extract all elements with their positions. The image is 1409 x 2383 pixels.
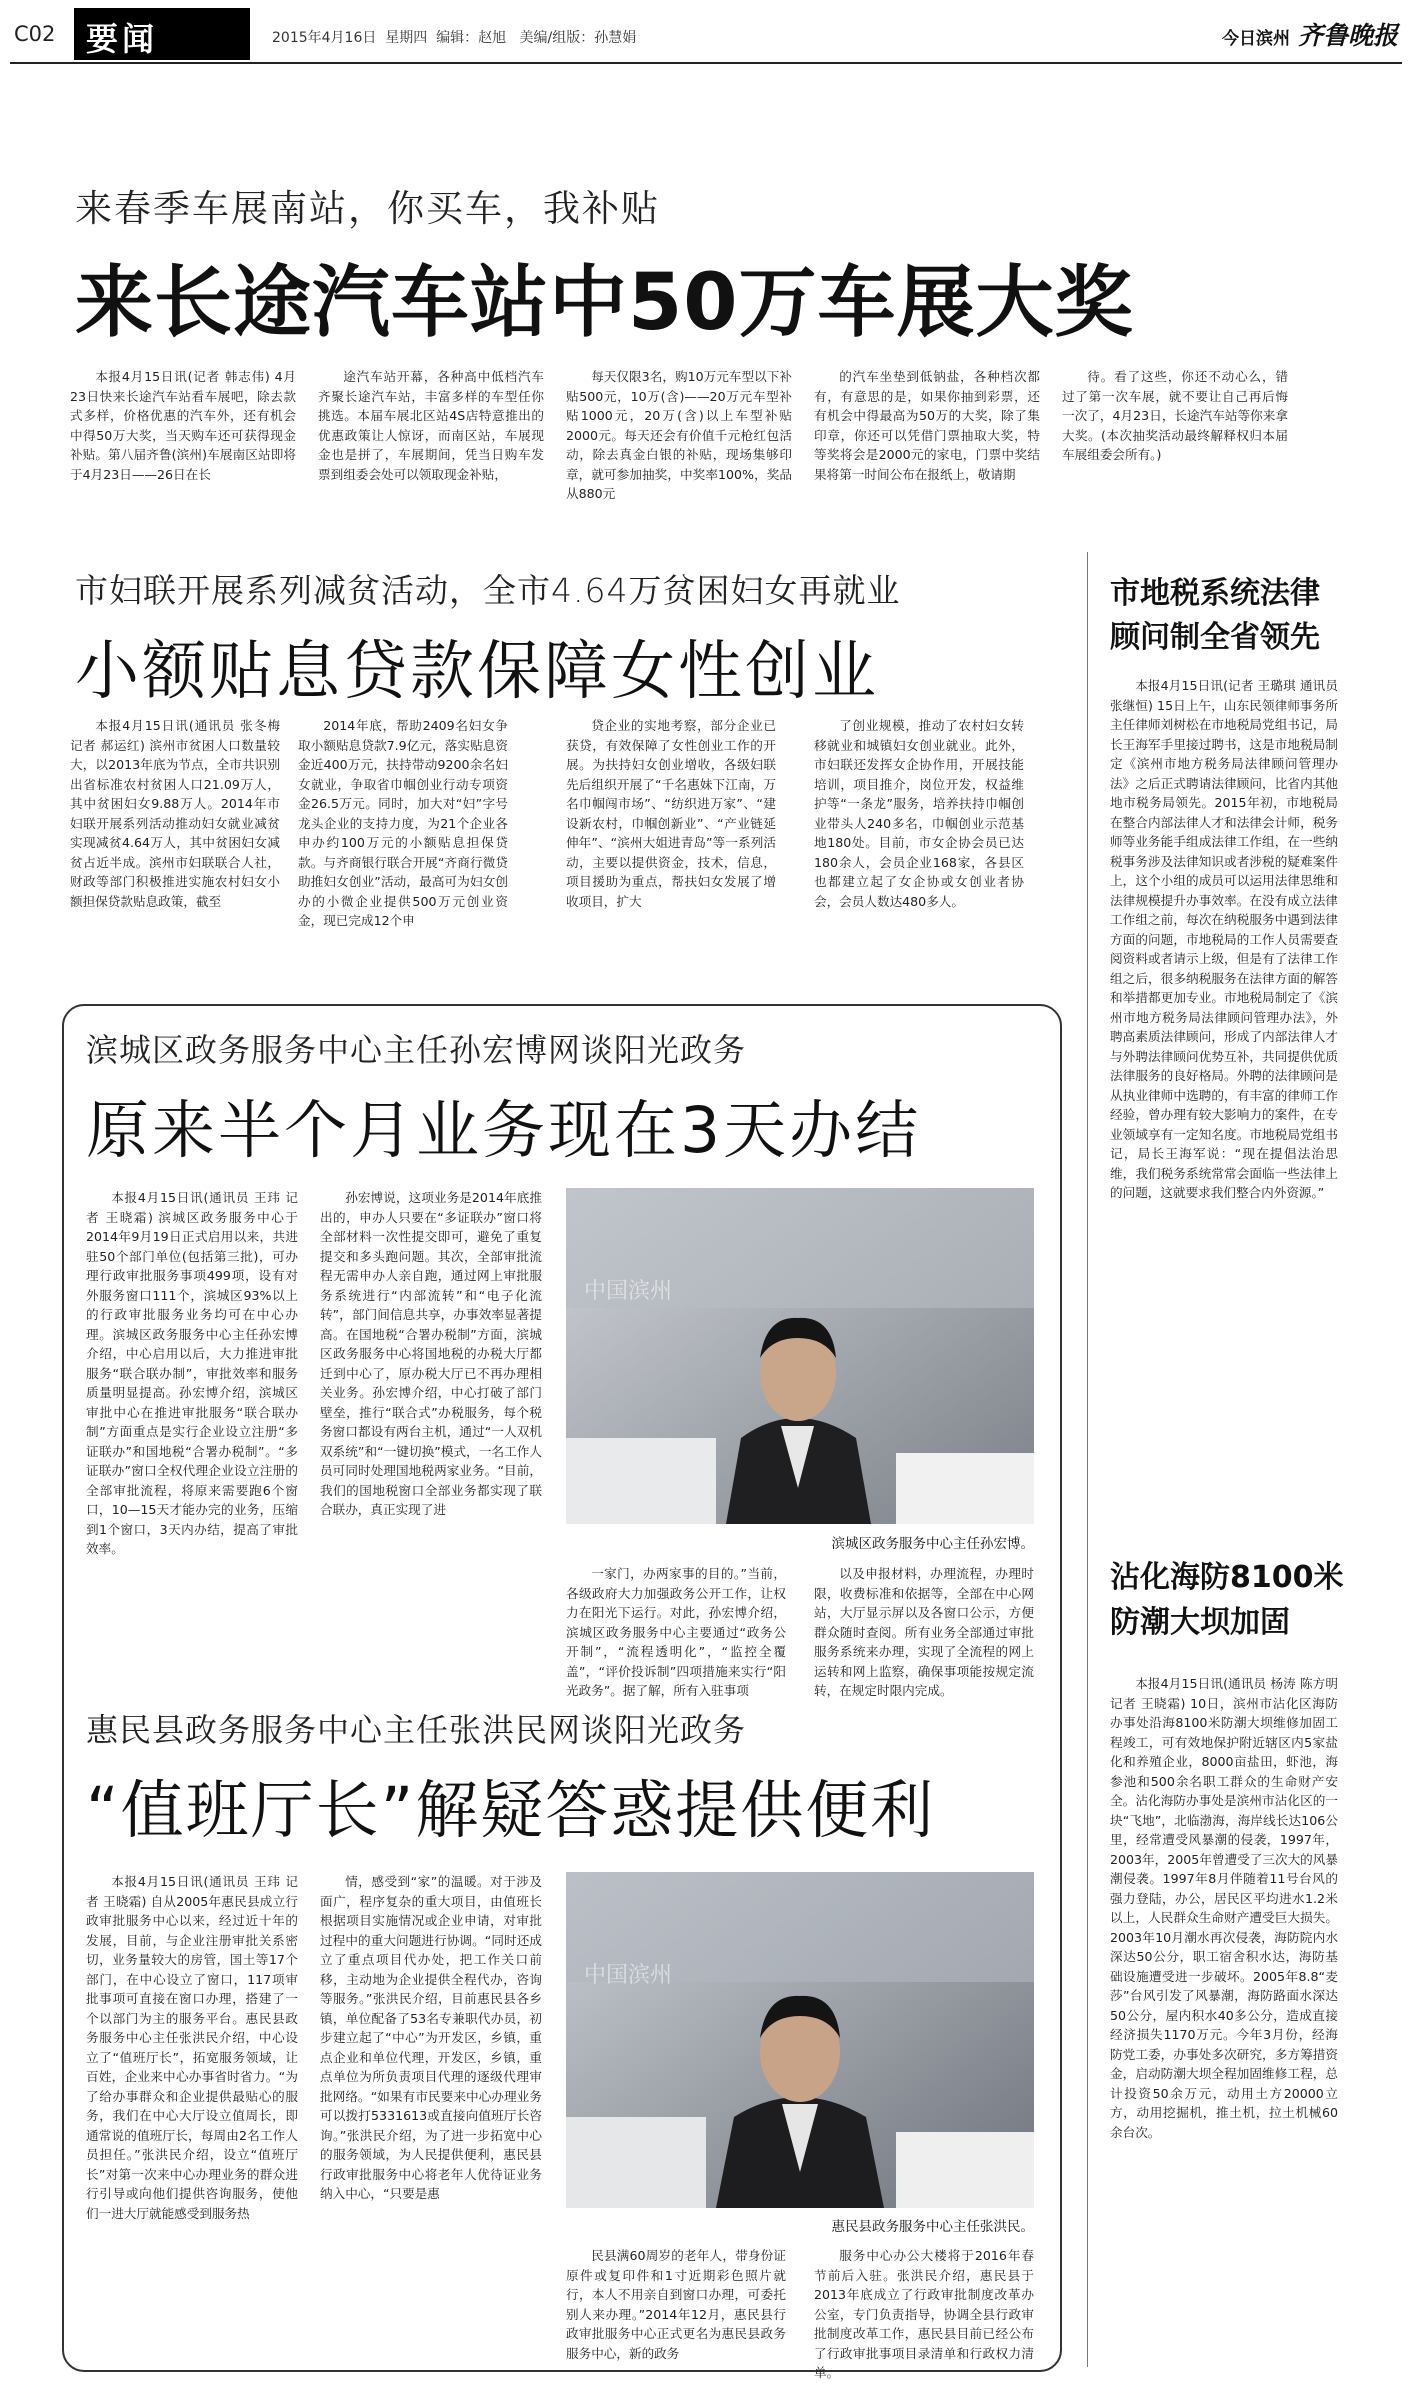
side2-title-line2: 防潮大坝加固: [1110, 1605, 1290, 1640]
side2-title-line1: 沾化海防8100米: [1110, 1560, 1344, 1595]
a4-col-2: [320, 1872, 542, 2359]
side2-body: [1110, 1674, 1338, 2369]
a2-col-1: [70, 716, 280, 988]
side2-body-text: 本报4月15日讯(通讯员 杨涛 陈方明 记者 王晓霜) 10日，滨州市沾化区海防办事处沿海8100米防潮大坝维修加固工程竣工，可有效地保护附近辖区内5家盐化和养殖企业，8000亩盐田，虾池，海参池和500余名职工群众的生命财产安全。沾化海防办事处是滨州市沾化区的一块“飞地”，北临渤海，海岸线长达106公里，经常遭受风暴潮的侵袭，1997年，2003年，2005年曾遭受了三次大的风暴潮侵袭。1997年8月伴随着11号台风的强力登陆，办公，居民区平均进水1.2米以上，人民群众生命财产遭受巨大损失。2003年10月潮水再次侵袭，海防院内水深达50公分，职工宿舍积水达，海防基础设施遭受进一步破坏。2005年8.8“麦莎”台风引发了风暴潮，海防路面水深达50公分，屋内积水40多公分，造成直接经济损失1170万元。今年3月份，经海防党工委，办事处多次研究，多方筹措资金，启动防潮大坝全程加固维修工程，总计投资50余万元，动用土方20000立方，动用挖掘机，推土机，拉土机械60余台次。: [1110, 1676, 1338, 2140]
a3-title: 原来半个月业务现在3天办结: [86, 1094, 922, 1167]
issue-weekday: 星期四: [385, 30, 428, 46]
page-number: C02: [14, 22, 56, 46]
a1-col-4-text: 的汽车坐垫到低钠盐，各种档次都有，有意思的是，如果你抽到彩票，还有机会中得最高为50万的大奖，除了集印章，你还可以凭借门票抽取大奖，特等奖将会是2000元的家电，门票中奖结果将第一时间公布在报纸上，敬请期: [814, 369, 1040, 482]
paper-name: 今日滨州: [1222, 29, 1290, 49]
a3-col-1-text: 本报4月15日讯(通讯员 王玮 记者 王晓霜) 滨城区政务服务中心于2014年9月19日正式启用以来，共进驻50个部门单位(包括第三批)，可办理行政审批服务事项499项，设有对外服务窗口111个，滨城区93%以上的行政审批服务业务均可在中心办理。滨城区政务服务中心主任孙宏博介绍，中心启用以后，大力推进审批服务“联合联办制”，审批效率和服务质量明显提高。孙宏博介绍，滨城区审批中心在推进审批服务“联合联办制”方面重点是实行企业设立注册“多证联办”和国地税“合署办税制”。“多证联办”窗口全权代理企业设立注册的全部审批流程，将原来需要跑6个窗口，10—15天才能办完的业务，压缩到1个窗口，3天内办结，提高了审批效率。: [86, 1190, 298, 1556]
a3-watermark: 中国滨州: [584, 1279, 673, 1304]
a2-col-3: [566, 716, 776, 988]
sidebar-divider: [1087, 552, 1088, 2367]
designer-credit: 美编/组版：孙慧娟: [519, 30, 637, 46]
a3-col-3-text: 一家门，办两家事的目的。”当前，各级政府大力加强政务公开工作，让权力在阳光下运行。对此，孙宏博介绍，滨城区政务服务中心主要通过“政务公开制”，“流程透明化”，“监控全覆盖”，“评价投诉制”四项措施来实行“阳光政务”。据了解，所有入驻事项: [566, 1566, 786, 1698]
a1-col-1-text: 本报4月15日讯(记者 韩志伟) 4月23日快来长途汽车站看车展吧，除去款式多样，价格优惠的汽车外，还有机会中得50万大奖，当天购车还可获得现金补贴。第八届齐鲁(滨州)车展南区站即将于4月23日——26日在长: [70, 369, 296, 482]
a3-portrait-photo: [566, 1188, 1034, 1524]
a2-title: 小额贴息贷款保障女性创业: [75, 635, 879, 709]
a1-col-2-text: 途汽车站开幕，各种高中低档汽车齐聚长途汽车站，丰富多样的车型任你挑选。本届车展北区站4S店特意推出的优惠政策让人惊讶，而南区站，车展现金也是拼了，车展期间，凭当日购车发票到组委会处可以领取现金补贴，: [318, 369, 544, 482]
a4-watermark: 中国滨州: [584, 1963, 673, 1988]
a2-col-3-text: 贷企业的实地考察，部分企业已获贷，有效保障了女性创业工作的开展。为扶持妇女创业增收，各级妇联先后组织开展了“千名惠妹下江南，万名巾帼闯市场”、“纺织进万家”、“建设新农村，巾帼创新业”、“产业链延伸年”、“滨州大姐进青岛”等一系列活动，主要以提供资金，技术，信息，项目援助为重点，帮扶妇女发展了增收项目，扩大: [566, 718, 776, 909]
a2-col-2-text: 2014年底，帮助2409名妇女争取小额贴息贷款7.9亿元，落实贴息资金近400万元，扶持带动9200余名妇女就业，争取省巾帼创业行动专项资金26.5万元。同时，加大对“妇”字号龙头企业的支持力度，为21个企业各申办约100万元的小额贴息担保贷款。与齐商银行联合开展“齐商行微贷助推妇女创业”活动，最高可为妇女创办的小微企业提供500万元创业资金，现已完成12个申: [298, 718, 508, 928]
a3-subtitle: 滨城区政务服务中心主任孙宏博网谈阳光政务: [86, 1031, 747, 1069]
a4-col-4-text: 服务中心办公大楼将于2016年春节前后入驻。张洪民介绍，惠民县于2013年底成立了行政审批制度改革办公室，专门负责指导，协调全县行政审批制度改革工作，惠民县目前已经公布了行政审批事项目录清单和行政权力清单。: [814, 2248, 1034, 2380]
a3-col-4-text: 以及申报材料，办理流程，办理时限，收费标准和依据等，全部在中心网站，大厅显示屏以及各窗口公示，方便群众随时查阅。所有业务全部通过审批服务系统来办理，实现了全流程的网上运转和网上监察，确保事项能按规定流转，在规定时限内完成。: [814, 1566, 1034, 1698]
a4-subtitle: 惠民县政务服务中心主任张洪民网谈阳光政务: [86, 1711, 747, 1749]
a3-photo-caption: 滨城区政务服务中心主任孙宏博。: [831, 1536, 1034, 1552]
a3-col-2: [320, 1188, 542, 1675]
side1-body: [1110, 676, 1338, 1531]
a2-col-4: [814, 716, 1024, 988]
a1-col-1: [70, 367, 296, 542]
section-title: 要闻: [86, 20, 159, 58]
a4-col-2-text: 情，感受到“家”的温暖。对于涉及面广，程序复杂的重大项目，由值班长根据项目实施情况或企业申请，对审批过程中的重大问题进行协调。“同时还成立了重点项目代办处，把工作关口前移，主动地为企业提供全程代办，咨询等服务。”张洪民介绍，目前惠民县各乡镇，单位配备了53名专兼职代办员，初步建立起了“中心”为开发区，乡镇，重点企业和单位代理，开发区，乡镇，重点单位为所负责项目代理的逐级代理审批网络。“如果有市民要来中心办理业务可以拨打5331613或直接向值班厅长咨询。”张洪民介绍，为了进一步拓宽中心的服务领域，为人民提供便利，惠民县行政审批服务中心将老年人优待证业务纳入中心，“只要是惠: [320, 1874, 542, 2201]
a4-title: “值班厅长”解疑答惑提供便利: [86, 1774, 936, 1847]
side1-title-line1: 市地税系统法律: [1110, 576, 1320, 611]
side1-title-line2: 顾问制全省领先: [1110, 620, 1320, 655]
a3-col-1: [86, 1188, 298, 1675]
a2-col-1-text: 本报4月15日讯(通讯员 张冬梅 记者 郝运红) 滨州市贫困人口数量较大，以2013年底为节点，全市共识别出省标准农村贫困人口21.09万人，其中贫困妇女9.88万人。2014年市妇联开展系列活动推动妇女就业减贫实现减贫4.64万人，其中贫困妇女减贫占近半成。滨州市妇联联合人社，财政等部门积极推进实施农村妇女小额担保贷款贴息政策，截至: [70, 718, 280, 909]
a4-col-3: [566, 2246, 786, 2360]
a4-col-3-text: 民县满60周岁的老年人，带身份证原件或复印件和1寸近期彩色照片就行，本人不用亲自到窗口办理，可委托别人来办理。”2014年12月，惠民县行政审批服务中心正式更名为惠民县政务服务中心，新的政务: [566, 2248, 786, 2361]
a3-col-4: [814, 1564, 1034, 1698]
a4-col-4: [814, 2246, 1034, 2380]
a3-photo: [566, 1188, 1034, 1524]
a1-col-2: [318, 367, 544, 542]
paper-brand-logo: 齐鲁晚报: [1298, 21, 1399, 50]
a1-col-3-text: 每天仅限3名，购10万元车型以下补贴500元，10万(含)——20万元车型补贴1000元，20万(含)以上车型补贴2000元。每天还会有价值千元枪红包活动，除去真金白银的补贴，现场集够印章，就可参加抽奖，中奖率100%，奖品从880元: [566, 369, 792, 501]
a4-col-1-text: 本报4月15日讯(通讯员 王玮 记者 王晓霜) 自从2005年惠民县成立行政审批服务中心以来，经过近十年的发展，目前，与企业注册审批关系密切，业务量较大的房管，国土等17个部门，在中心设立了窗口，117项审批事项可直接在窗口办理，搭建了一个以部门为主的服务平台。惠民县政务服务中心主任张洪民介绍，中心设立了“值班厅长”，拓宽服务领域，让百姓，企业来中心办事省时省力。“为了给办事群众和企业提供最贴心的服务，我们在中心大厅设立值周长，即通常说的值班厅长，每周由2名工作人员担任。”张洪民介绍，设立“值班厅长”对第一次来中心办理业务的群众进行引导或向他们提供咨询服务，使他们一进大厅就能感受到服务热: [86, 1874, 298, 2221]
a2-col-4-text: 了创业规模，推动了农村妇女转移就业和城镇妇女创业就业。此外，市妇联还发挥女企协作用，开展技能培训，项目推介，岗位开发，权益维护等“一条龙”服务，培养扶持巾帼创业带头人240多名，巾帼创业示范基地180处。目前，市女企协会员已达180余人，会员企业168家，各县区也都建立起了女企协或女创业者协会，会员人数达480多人。: [814, 718, 1024, 909]
a1-col-3: [566, 367, 792, 542]
a2-subtitle: 市妇联开展系列减贫活动，全市4.64万贫困妇女再就业: [75, 571, 901, 610]
a4-photo: [566, 1872, 1034, 2208]
a4-photo-caption: 惠民县政务服务中心主任张洪民。: [831, 2219, 1034, 2235]
a1-col-5-text: 待。看了这些，你还不动心么，错过了第一次车展，就不要让自己再后悔一次了，4月23日，长途汽车站等你来拿大奖。(本次抽奖活动最终解释权归本届车展组委会所有。): [1062, 369, 1288, 462]
issue-date: 2015年4月16日: [272, 30, 377, 46]
header-rule: [10, 62, 1402, 64]
a4-portrait-photo: [566, 1872, 1034, 2208]
header-meta: [272, 27, 636, 47]
a1-col-5: [1062, 367, 1288, 542]
a1-col-4: [814, 367, 1040, 542]
editor-credit: 编辑：赵旭: [436, 30, 507, 46]
a3-col-3: [566, 1564, 786, 1698]
a4-col-1: [86, 1872, 298, 2359]
side1-body-text: 本报4月15日讯(记者 王璐琪 通讯员 张继恒) 15日上午，山东民领律师事务所主任律师刘树松在市地税局党组书记，局长王海军手里接过聘书，这是市地税局制定《滨州市地方税务局法律顾问管理办法》之后正式聘请法律顾问，比省内其他地市税务局领先。2015年初，市地税局在整合内部法律人才和法律会计师，税务师等业务能手组成法律工作组，在一些纳税事务涉及法律知识或者涉税的疑难案件上，这个小组的成员可以运用法律思维和法律规模提升办事效率。在没有成立法律工作组之前，每次在纳税服务中遇到法律方面的问题，市地税局的工作人员需要查阅资料或者请示上级，但是有了法律工作组之后，很多纳税服务在法律方面的解答和举措都更加专业。市地税局制定了《滨州市地方税务局法律顾问管理办法》，外聘高素质法律顾问，形成了内部法律人才与外聘法律顾问优势互补，共同提供优质法律服务的良好格局。外聘的法律顾问是从执业律师中选聘的，有丰富的律师工作经验，曾办理有较大影响力的案件，在专业领域享有一定知名度。市地税局党组书记，局长王海军说：“现在提倡法治思维，我们税务系统常常会面临一些法律上的问题，这就要求我们整合内外资源。”: [1110, 678, 1338, 1200]
a1-title: 来长途汽车站中50万车展大奖: [75, 258, 1134, 348]
a3-col-2-text: 孙宏博说，这项业务是2014年底推出的，申办人只要在“多证联办”窗口将全部材料一次性提交即可，避免了重复提交和多头跑问题。其次，全部审批流程无需申办人亲自跑，通过网上审批服务系统进行“内部流转”和“电子化流转”，部门间信息共享，办事效率显著提高。在国地税“合署办税制”方面，滨城区政务服务中心将国地税的办税大厅都迁到中心了，原办税大厅已不再办理相关业务。孙宏博介绍，中心打破了部门壁垒，推行“联合式”办税服务，每个税务窗口都设有两台主机，通过“一人双机双系统”和“一键切换”模式，一名工作人员可同时处理国地税两家业务。“目前，我们的国地税窗口全部业务都实现了联合联办，真正实现了进: [320, 1190, 542, 1517]
a2-col-2: [298, 716, 508, 988]
a1-subtitle: 来春季车展南站，你买车，我补贴: [75, 187, 660, 230]
